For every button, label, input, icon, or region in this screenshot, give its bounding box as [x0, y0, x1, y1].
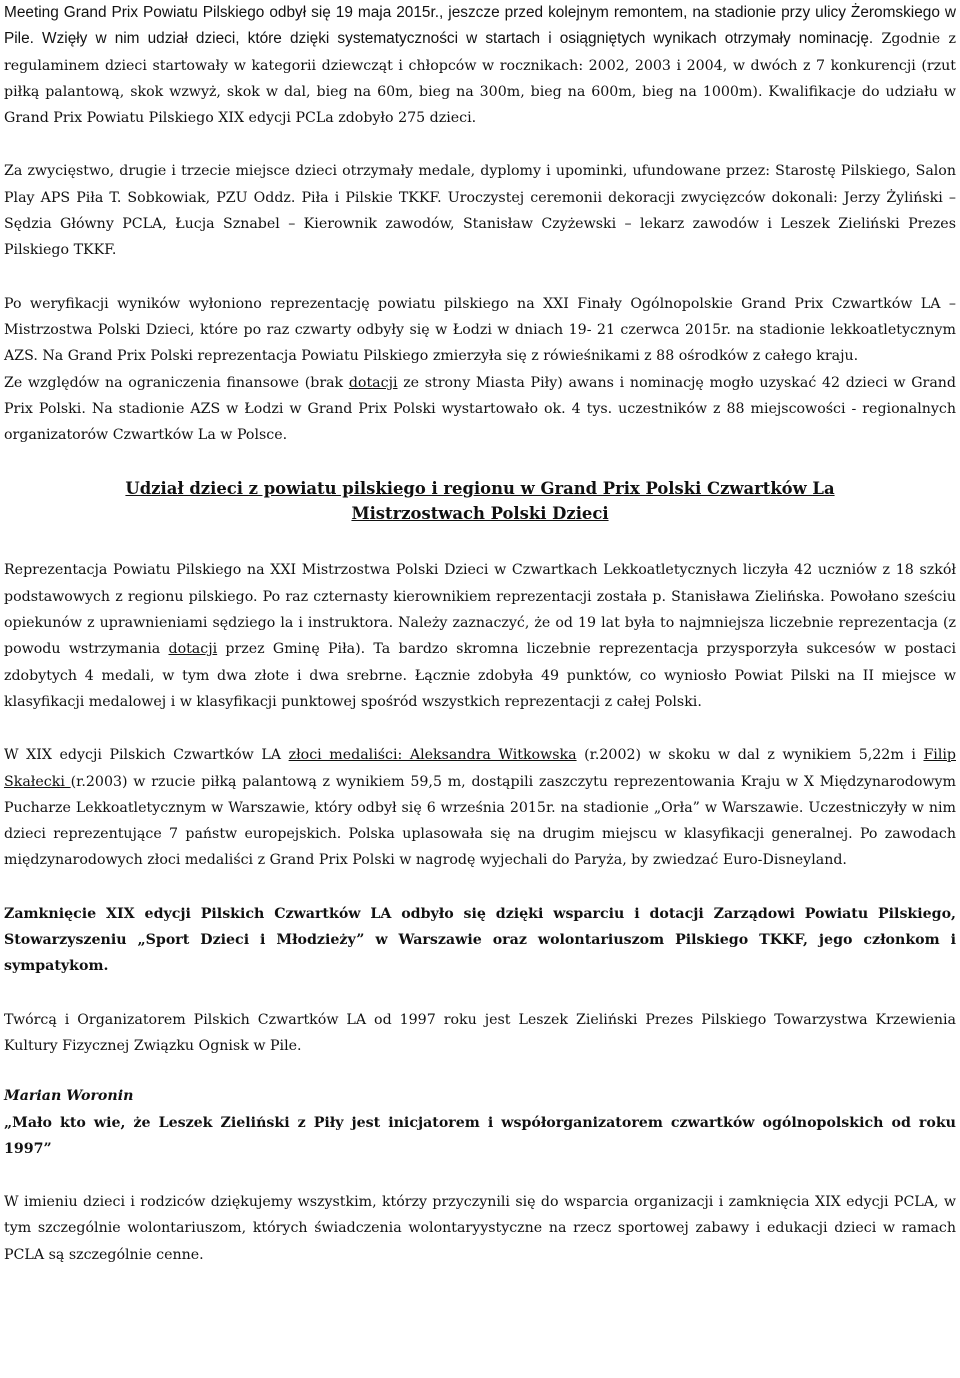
paragraph-meeting-intro: Meeting Grand Prix Powiatu Pilskiego odbył się 19 maja 2015r., jeszcze przed kolejnym remontem, na stadionie przy ulicy Żeromskiego w Pile. Wzięły w nim udział dzieci, które dzięki systematyczności w startach i osiągniętych wynikach otrzymały nominację.: [4, 4, 956, 48]
paragraph-closing-bold: Zamknięcie XIX edycji Pilskich Czwartków LA odbyło się dzięki wsparciu i dotacji Zarządowi Powiatu Pilskiego, Stowarzyszeniu „Sport Dzieci i Młodzieży” w Warszawie oraz wolontariuszom Pilskiego TKKF, jego członkom i sympatykom.: [4, 905, 956, 975]
paragraph-verification: Po weryfikacji wyników wyłoniono reprezentację powiatu pilskiego na XXI Finały Ogólnopolskie Grand Prix Czwartków LA – Mistrzostwa Polski Dzieci, które po raz czwarty odbyły się w Łodzi w dniach 19- 21 czerwca 2015r. na stadionie lekkoatletycznym AZS. Na Grand Prix Polski reprezentacja Powiatu Pilskiego zmierzyła się z rówieśnikami z 88 ośrodków z całego kraju.: [4, 295, 956, 365]
paragraph-financial: Ze względów na ograniczenia finansowe (brak dotacji ze strony Miasta Piły) awans i nominację mogło uzyskać 42 dzieci w Grand Prix Polski. Na stadionie AZS w Łodzi w Grand Prix Polski wystartowało ok. 4 tys. uczestników z 88 miejscowości - regionalnych organizatorów Czwartków La w Polsce.: [4, 374, 956, 444]
quote: „Mało kto wie, że Leszek Zieliński z Piły jest inicjatorem i współorganizatorem czwartków ogólnopolskich od roku 1997”: [4, 1114, 956, 1157]
paragraph-thanks: W imieniu dzieci i rodziców dziękujemy wszystkim, którzy przyczynili się do wsparcia organizacji i zamknięcia XIX edycji PCLA, w tym szczególnie wolontariuszom, których świadczenia wolontaryystyczne na rzecz sportowej zabawy i edukacji dzieci w ramach PCLA są szczególnie cenne.: [4, 1194, 956, 1263]
section-heading: Udział dzieci z powiatu pilskiego i regionu w Grand Prix Polski Czwartków La Mistrzostwach Polski Dzieci: [125, 479, 835, 524]
dotacji-link-2[interactable]: dotacji: [168, 641, 218, 658]
author-name: Marian Woronin: [4, 1088, 134, 1105]
paragraph-medalists: W XIX edycji Pilskich Czwartków LA złoci medaliści: Aleksandra Witkowska (r.2002) w skoku w dal z wynikiem 5,22m i Filip Skałecki (r.2003) w rzucie piłką palantową z wynikiem 59,5 m, dostąpili zaszczytu reprezentowania Kraju w X Międzynarodowym Pucharze Lekkoatletycznym w Warszawie, który odbył się 6 września 2015r. na stadionie „Orła” w Warszawie. Uczestniczyły w nim dzieci reprezentujące 7 państw europejskich. Polska uplasowała się na drugim miejscu w klasyfikacji generalnej. Po zawodach międzynarodowych złoci medaliści z Grand Prix Polski w nagrodę wyjechali do Paryża, by zwiedzać Euro-Disneyland.: [4, 747, 956, 869]
paragraph-representation: Reprezentacja Powiatu Pilskiego na XXI Mistrzostwa Polski Dzieci w Czwartkach Lekkoatletycznych liczyła 42 uczniów z 18 szkół podstawowych z regionu pilskiego. Po raz czternasty kierownikiem reprezentacji została p. Stanisława Zielińska. Powołano sześciu opiekunów z uprawnieniami sędziego la i instruktora. Należy zaznaczyć, że od 19 lat była to najmniejsza liczebnie reprezentacja (z powodu wstrzymania dotacji przez Gminę Piła). Ta bardzo skromna liczebnie reprezentacja przysporzyła sukcesów w postaci zdobytych 4 medali, w tym dwa złote i dwa srebrne. Łącznie zdobyła 49 punktów, co wyniosło Powiat Pilski na II miejsce w klasyfikacji medalowej i w klasyfikacji punktowej spośród wszystkich reprezentacji z całej Polski.: [4, 562, 956, 710]
paragraph-meeting: [4, 0, 956, 131]
paragraph-meeting-rules: Zgodnie z regulaminem dzieci startowały w kategorii dziewcząt i chłopców w rocznikach: 2002, 2003 i 2004, w dwóch z 7 konkurencji (rzut piłką palantową, skok wzwyż, skok w dal, bieg na 60m, bieg na 300m, bieg na 600m, bieg na 1000m). Kwalifikacje do udziału w Grand Prix Powiatu Pilskiego XIX edycji PCLa zdobyło 275 dzieci.: [4, 31, 956, 127]
dotacji-link[interactable]: dotacji: [348, 374, 398, 391]
paragraph-awards: Za zwycięstwo, drugie i trzecie miejsce dzieci otrzymały medale, dyplomy i upominki, ufundowane przez: Starostę Pilskiego, Salon Play APS Piła T. Sobkowiak, PZU Oddz. Piła i Pilskie TKKF. Uroczystej ceremonii dekoracji zwycięzców dokonali: Jerzy Żyliński – Sędzia Główny PCLA, Łucja Sznabel – Kierownik zawodów, Stanisław Czyżewski – lekarz zawodów i Leszek Zieliński Prezes Pilskiego TKKF.: [4, 163, 956, 259]
medalists-link[interactable]: złoci medaliści: Aleksandra Witkowska: [288, 747, 577, 764]
paragraph-founder: Twórcą i Organizatorem Pilskich Czwartków LA od 1997 roku jest Leszek Zieliński Prezes Pilskiego Towarzystwa Krzewienia Kultury Fizycznej Związku Ognisk w Pile.: [4, 1011, 956, 1054]
skalecki-link[interactable]: Filip Skałecki: [4, 747, 956, 790]
